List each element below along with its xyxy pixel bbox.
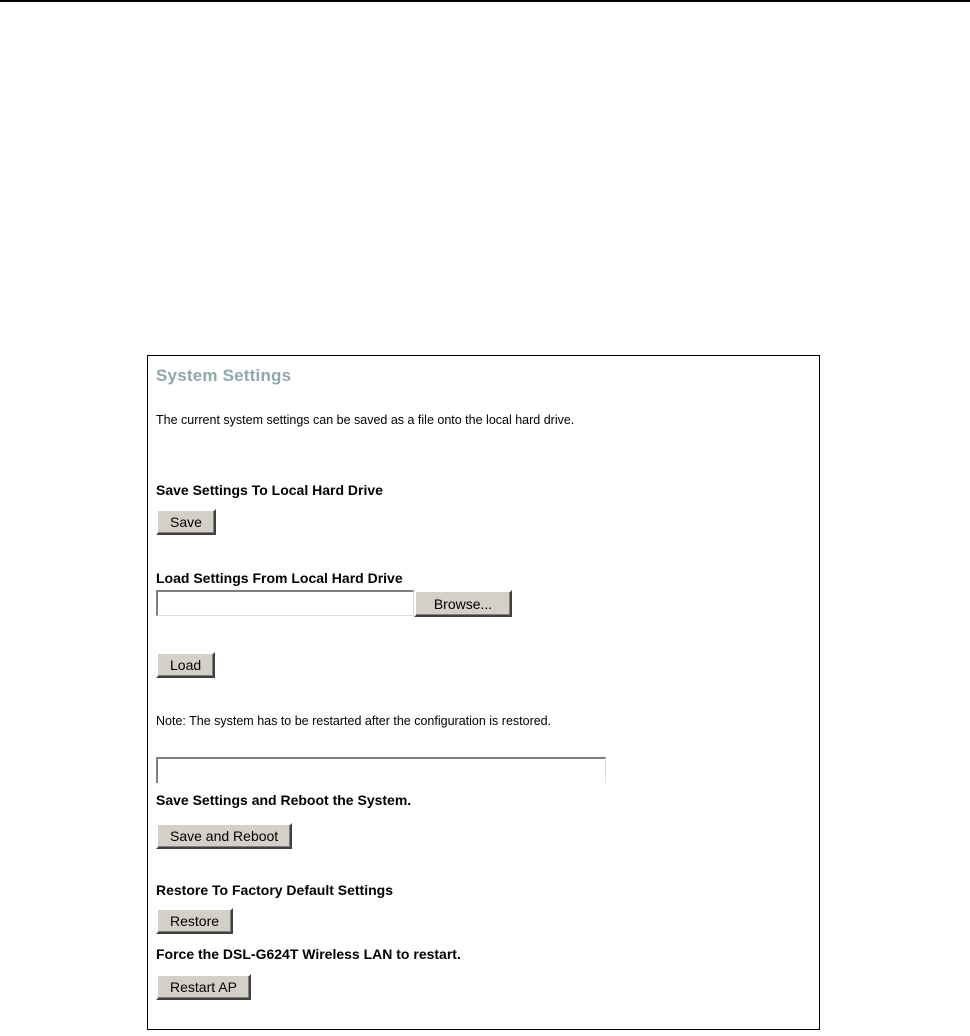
status-field[interactable] xyxy=(156,757,606,783)
settings-file-input[interactable] xyxy=(156,590,414,616)
page-title: System Settings xyxy=(156,366,292,385)
restore-button[interactable]: Restore xyxy=(156,908,233,934)
save-and-reboot-button[interactable]: Save and Reboot xyxy=(156,823,292,849)
top-divider xyxy=(0,0,970,2)
save-settings-heading: Save Settings To Local Hard Drive xyxy=(156,482,383,498)
intro-text: The current system settings can be saved as a file onto the local hard drive. xyxy=(156,413,575,427)
save-button[interactable]: Save xyxy=(156,509,216,535)
reboot-heading: Save Settings and Reboot the System. xyxy=(156,792,412,808)
load-button[interactable]: Load xyxy=(156,652,215,678)
restart-note: Note: The system has to be restarted after the configuration is restored. xyxy=(156,714,552,728)
restart-ap-heading: Force the DSL-G624T Wireless LAN to restart. xyxy=(156,946,461,962)
browse-button[interactable]: Browse... xyxy=(414,590,512,617)
system-settings-panel xyxy=(147,355,820,1030)
restart-ap-button[interactable]: Restart AP xyxy=(156,974,251,1000)
load-settings-heading: Load Settings From Local Hard Drive xyxy=(156,570,403,586)
restore-heading: Restore To Factory Default Settings xyxy=(156,882,394,898)
